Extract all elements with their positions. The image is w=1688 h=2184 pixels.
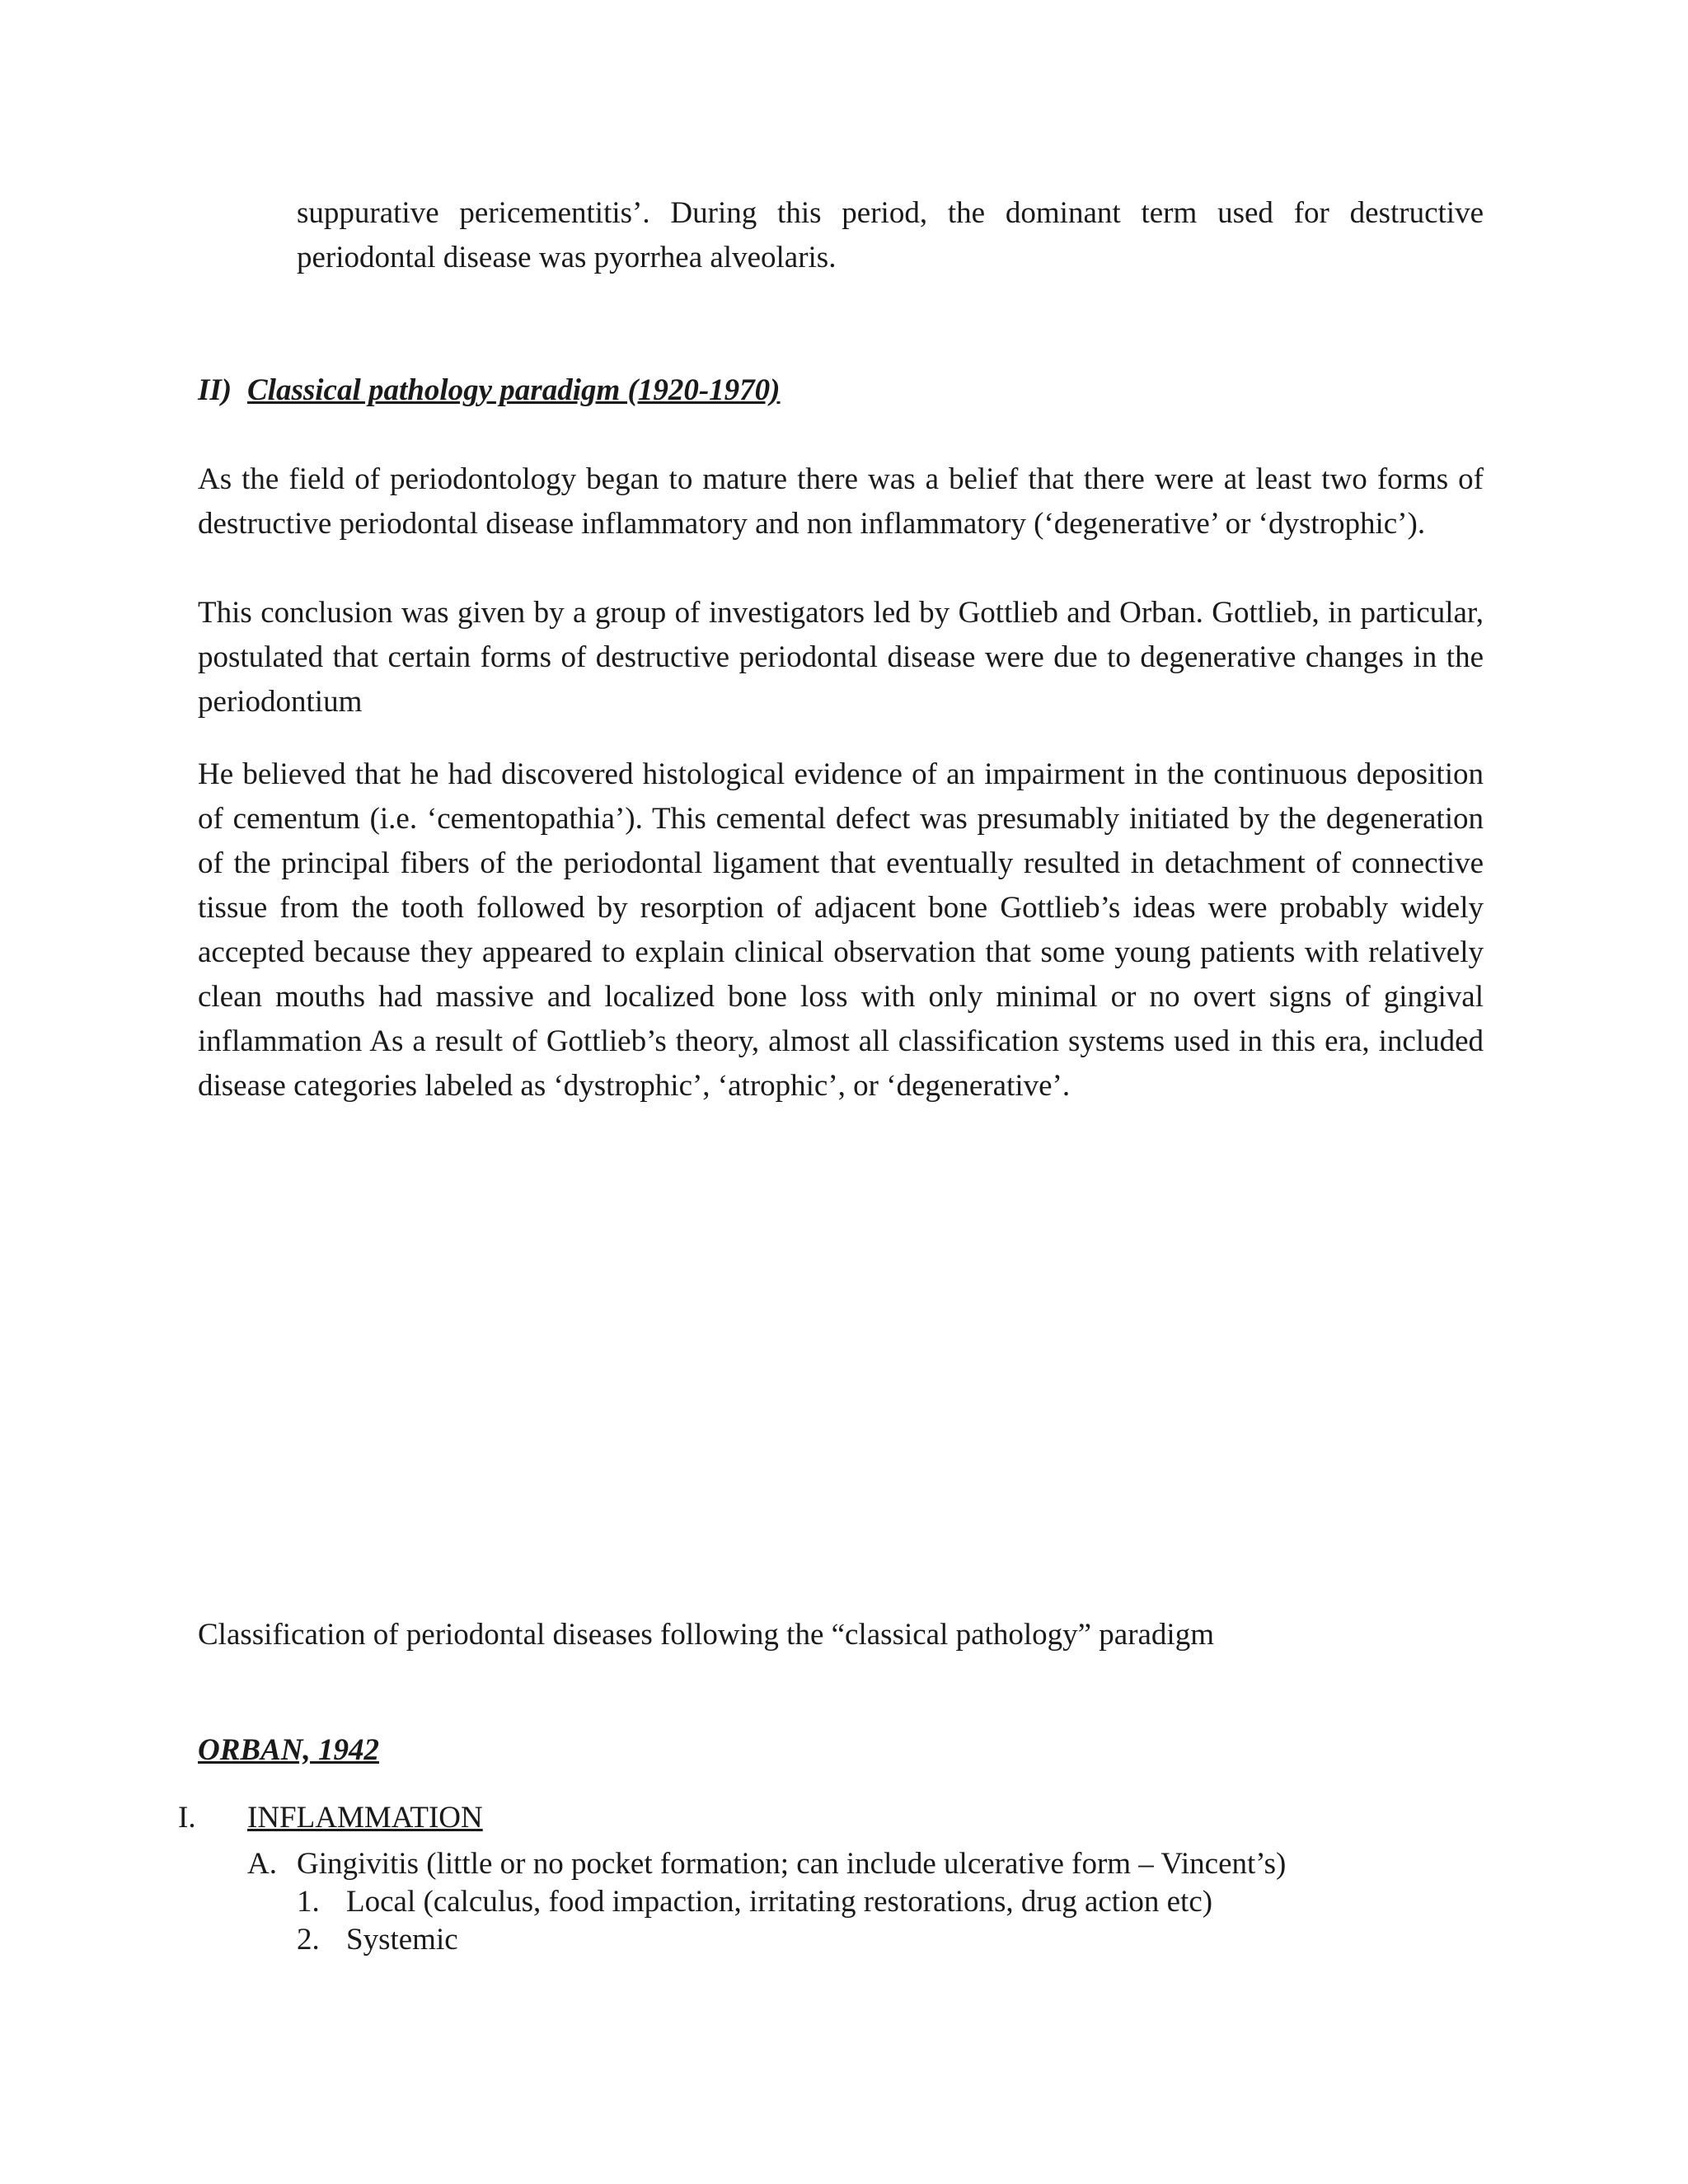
orban-heading: ORBAN, 1942 xyxy=(198,1733,379,1767)
outline-label: Systemic xyxy=(346,1923,458,1957)
outline-marker: I. xyxy=(178,1801,196,1835)
outline-label: Local (calculus, food impaction, irritating restorations, drug action etc) xyxy=(346,1885,1213,1919)
intro-paragraph: suppurative pericementitis’. During this period, the dominant term used for destructive periodontal disease was pyorrhea alveolaris. xyxy=(297,196,1484,274)
section-title: Classical pathology paradigm (1920-1970) xyxy=(247,373,781,407)
paragraph-periodontology-belief: As the field of periodontology began to mature there was a belief that there were at least two forms of destructive periodontal disease inflammatory and non inflammatory (‘degenerative’ or ‘dystrophic’). xyxy=(198,462,1484,541)
outline-marker: 1. xyxy=(297,1885,320,1919)
paragraph-cementopathia: He believed that he had discovered histological evidence of an impairment in the continuous deposition of cementum (i.e. ‘cementopathia’). This cemental defect was presumably initiated by the degeneration of the principal fibers of the periodontal ligament that eventually resulted in detachment of connective tissue from the tooth followed by resorption of adjacent bone Gottlieb’s ideas were probably widely accepted because they appeared to explain clinical observation that some young patients with relatively clean mouths had massive and localized bone loss with only minimal or no overt signs of gingival inflammation As a result of Gottlieb’s theory, almost all classification systems used in this era, included disease categories labeled as ‘dystrophic’, ‘atrophic’, or ‘degenerative’. xyxy=(198,757,1484,1103)
paragraph-gottlieb-orban-conclusion: This conclusion was given by a group of investigators led by Gottlieb and Orban. Gottlieb, in particular, postulated that certain forms of destructive periodontal disease were due to degenerative changes in the periodontium xyxy=(198,596,1484,719)
outline-label: INFLAMMATION xyxy=(247,1801,483,1835)
section-number: II) xyxy=(198,373,232,407)
section-heading-classical-pathology xyxy=(198,368,780,413)
outline-marker: A. xyxy=(247,1847,277,1881)
classification-caption: Classification of periodontal diseases following the “classical pathology” paradigm xyxy=(198,1618,1214,1652)
outline-label: Gingivitis (little or no pocket formation; can include ulcerative form – Vincent’s) xyxy=(297,1847,1287,1881)
outline-marker: 2. xyxy=(297,1923,320,1957)
